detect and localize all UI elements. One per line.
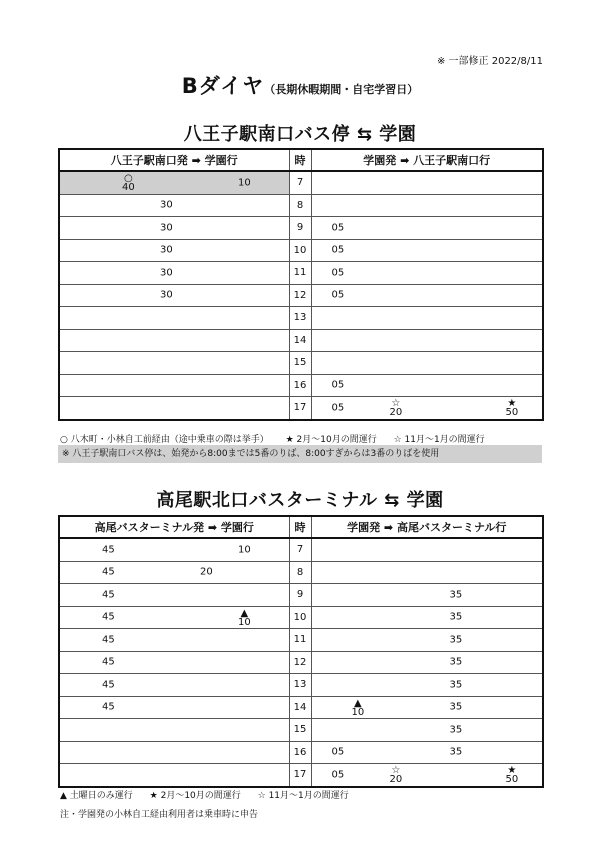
table-row [59,374,543,397]
departure-time: 05 [331,402,345,414]
title-sub: （長期休暇期間・自宅学習日） [264,83,419,96]
left-times-cell [59,584,289,607]
right-times-cell [311,606,543,629]
departure-time: 05 [331,746,345,758]
departure-time-marked [506,399,519,417]
hour-cell: 11 [289,629,311,652]
hour-cell: 10 [289,239,311,262]
departure-time: 45 [102,634,115,646]
departure-time: 05 [331,289,345,301]
section1-legend [60,432,499,445]
departure-time-marked [506,766,519,784]
departure-time: 05 [331,769,345,781]
section2-col-hour: 時 [289,516,311,538]
right-times-cell [311,719,543,742]
departure-time: 05 [331,379,345,391]
hour-cell: 16 [289,374,311,397]
table-row [59,741,543,764]
left-times-cell [59,284,289,307]
left-times-cell [59,764,289,787]
table-row [59,217,543,240]
table-row [59,674,543,697]
left-times-cell [59,651,289,674]
departure-time: 10 [238,544,251,556]
departure-time: 45 [102,589,115,601]
mark-symbol: ☆ [391,765,401,776]
hour-cell: 7 [289,538,311,561]
section1-title: 八王子駅南口バス停 ⇆ 学園 [183,124,417,145]
departure-time: 35 [449,746,463,758]
left-times-cell [59,719,289,742]
left-times-cell [59,629,289,652]
table-row [59,171,543,194]
left-times-cell [59,239,289,262]
mark-symbol: ★ [507,398,517,409]
right-times-cell [311,397,543,420]
revision-note: ※ 一部修正 2022/8/11 [436,56,543,67]
section2-bottom-note: 注・学園発の小林自工経由利用者は乗車時に申告 [60,810,259,820]
table-row [59,397,543,420]
table-row [59,696,543,719]
table-row [59,764,543,787]
departure-time: 30 [160,222,173,234]
hour-cell: 14 [289,696,311,719]
table-row [59,606,543,629]
minute-value: 20 [389,774,403,785]
legend-item: ○ 八木町・小林自工前経由（途中乗車の際は挙手） [60,435,269,445]
departure-time: 05 [331,267,345,279]
hour-cell: 8 [289,194,311,217]
departure-time: 35 [449,656,463,668]
hour-cell: 10 [289,606,311,629]
hour-cell: 11 [289,262,311,285]
departure-time: 20 [200,566,213,578]
right-times-cell [311,651,543,674]
left-times-cell [59,696,289,719]
departure-time: 35 [449,611,463,623]
hour-cell: 7 [289,171,311,194]
table-row [59,194,543,217]
departure-time-marked [352,699,365,717]
hour-cell: 13 [289,307,311,330]
left-times-cell [59,561,289,584]
section1-timetable [58,148,544,421]
departure-time: 30 [160,244,173,256]
minute-value: 50 [505,407,519,418]
right-times-cell [311,674,543,697]
left-times-cell [59,194,289,217]
minute-value: 10 [351,706,365,718]
legend-item: ☆ 11月～1月の間運行 [393,435,485,445]
hour-cell: 16 [289,741,311,764]
table-row [59,352,543,375]
right-times-cell [311,696,543,719]
left-times-cell [59,397,289,420]
right-times-cell [311,262,543,285]
left-times-cell [59,217,289,240]
table-row [59,719,543,742]
right-times-cell [311,239,543,262]
legend-item: ★ 2月～10月の間運行 [285,435,377,445]
hour-cell: 13 [289,674,311,697]
departure-time: 35 [449,724,463,736]
right-times-cell [311,352,543,375]
minute-value: 40 [122,182,135,193]
table-row [59,307,543,330]
departure-time-marked [122,174,135,192]
left-times-cell [59,741,289,764]
hour-cell: 17 [289,764,311,787]
departure-time: 45 [102,611,115,623]
right-times-cell [311,538,543,561]
right-times-cell [311,194,543,217]
section2-col-left: 高尾バスターミナル発 ➡ 学園行 [59,516,289,538]
table-row [59,538,543,561]
departure-time: 30 [160,289,173,301]
section2-col-right: 学園発 ➡ 高尾バスターミナル行 [311,516,543,538]
table-row [59,584,543,607]
minute-value: 50 [505,774,519,785]
hour-cell: 8 [289,561,311,584]
table-row [59,284,543,307]
departure-time: 10 [238,177,251,189]
departure-time-marked [390,399,403,417]
table-row [59,329,543,352]
left-times-cell [59,606,289,629]
right-times-cell [311,629,543,652]
table-row [59,629,543,652]
right-times-cell [311,374,543,397]
departure-time: 45 [102,544,115,556]
departure-time: 35 [449,634,463,646]
departure-time: 30 [160,267,173,279]
section2-timetable [58,515,544,788]
table-row [59,262,543,285]
mark-symbol: ★ [507,765,517,776]
table-row [59,239,543,262]
right-times-cell [311,764,543,787]
section1-col-hour: 時 [289,149,311,171]
minute-value: 20 [389,407,403,418]
departure-time-marked [390,766,403,784]
right-times-cell [311,561,543,584]
left-times-cell [59,262,289,285]
hour-cell: 12 [289,651,311,674]
page-title [0,70,600,100]
departure-time: 45 [102,566,115,578]
section1-gray-note: ※ 八王子駅南口バス停は、始発から8:00までは5番のりば、8:00すぎからは3番のりばを使用 [58,445,542,463]
legend-item: ▲ 土曜日のみ運行 [60,791,133,801]
section2-title: 高尾駅北口バスターミナル ⇆ 学園 [156,490,444,511]
legend-item: ☆ 11月～1月の間運行 [257,791,349,801]
departure-time: 35 [449,589,463,601]
left-times-cell [59,329,289,352]
mark-symbol: ☆ [391,398,401,409]
hour-cell: 9 [289,584,311,607]
left-times-cell [59,171,289,194]
table-row [59,651,543,674]
right-times-cell [311,329,543,352]
table-row [59,561,543,584]
mark-symbol: ▲ [240,607,249,619]
right-times-cell [311,307,543,330]
section1-col-right: 学園発 ➡ 八王子駅南口行 [311,149,543,171]
mark-symbol: ▲ [354,697,362,709]
left-times-cell [59,538,289,561]
departure-time: 45 [102,701,115,713]
departure-time: 30 [160,199,173,211]
right-times-cell [311,284,543,307]
mark-symbol: ○ [124,173,133,184]
hour-cell: 15 [289,352,311,375]
departure-time: 45 [102,679,115,691]
hour-cell: 15 [289,719,311,742]
hour-cell: 17 [289,397,311,420]
hour-cell: 14 [289,329,311,352]
right-times-cell [311,741,543,764]
left-times-cell [59,374,289,397]
left-times-cell [59,352,289,375]
hour-cell: 12 [289,284,311,307]
legend-item: ★ 2月～10月の間運行 [149,791,241,801]
left-times-cell [59,307,289,330]
departure-time: 35 [449,701,463,713]
minute-value: 10 [238,616,251,628]
right-times-cell [311,584,543,607]
hour-cell: 9 [289,217,311,240]
departure-time: 05 [331,222,345,234]
right-times-cell [311,171,543,194]
departure-time-marked [238,609,251,627]
left-times-cell [59,674,289,697]
section2-legend [60,788,363,801]
departure-time: 35 [449,679,463,691]
departure-time: 45 [102,656,115,668]
departure-time: 05 [331,244,345,256]
title-main: Bダイヤ [181,74,265,98]
right-times-cell [311,217,543,240]
section1-col-left: 八王子駅南口発 ➡ 学園行 [59,149,289,171]
